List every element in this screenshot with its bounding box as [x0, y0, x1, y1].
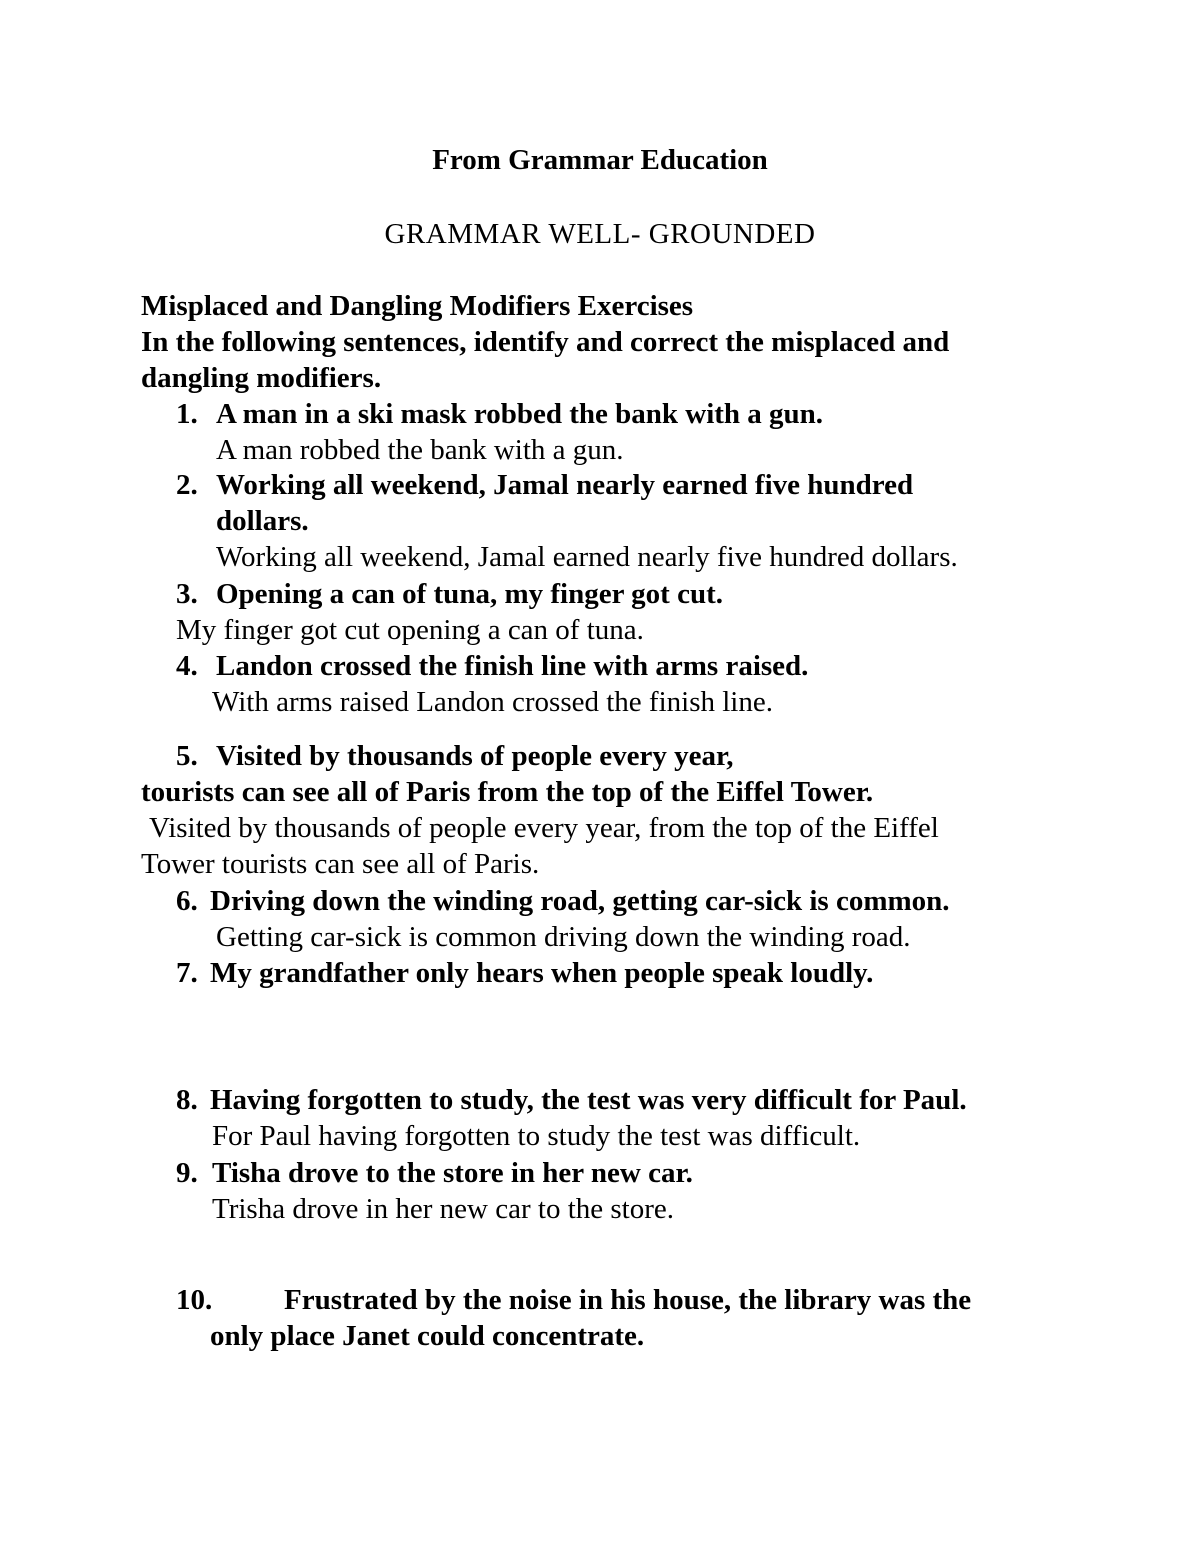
item-5-question-line-2: tourists can see all of Paris from the top of the Eiffel Tower.: [141, 776, 874, 808]
item-5-answer-line-2: Tower tourists can see all of Paris.: [141, 848, 540, 880]
item-4-answer: With arms raised Landon crossed the finish line.: [212, 686, 773, 718]
item-5-answer-line-1: Visited by thousands of people every year, from the top of the Eiffel: [149, 812, 939, 844]
item-6-answer: Getting car-sick is common driving down the winding road.: [216, 921, 911, 953]
item-9-answer: Trisha drove in her new car to the store.: [212, 1193, 675, 1225]
item-7-number: 7.: [176, 957, 198, 989]
item-10-question-line-2: only place Janet could concentrate.: [210, 1320, 645, 1352]
item-2-question-line-1: Working all weekend, Jamal nearly earned five hundred: [216, 469, 914, 501]
item-6-question: Driving down the winding road, getting car-sick is common.: [210, 885, 950, 917]
instructions-line-2: dangling modifiers.: [141, 362, 382, 394]
item-2-number: 2.: [176, 469, 198, 501]
item-3-answer: My finger got cut opening a can of tuna.: [176, 614, 644, 646]
instructions-line-1: In the following sentences, identify and correct the misplaced and: [141, 326, 950, 358]
item-9-question: Tisha drove to the store in her new car.: [212, 1157, 693, 1189]
item-2-question-line-2: dollars.: [216, 505, 309, 537]
item-5-number: 5.: [176, 740, 198, 772]
item-10-question-line-1: Frustrated by the noise in his house, the library was the: [284, 1284, 972, 1316]
item-2-answer: Working all weekend, Jamal earned nearly five hundred dollars.: [216, 541, 958, 573]
item-5-question-line-1: Visited by thousands of people every year,: [216, 740, 734, 772]
item-4-question: Landon crossed the finish line with arms raised.: [216, 650, 809, 682]
item-1-question: A man in a ski mask robbed the bank with a gun.: [216, 398, 824, 430]
item-8-number: 8.: [176, 1084, 198, 1116]
item-1-number: 1.: [176, 398, 198, 430]
item-3-question: Opening a can of tuna, my finger got cut.: [216, 578, 723, 610]
item-6-number: 6.: [176, 885, 198, 917]
item-1-answer: A man robbed the bank with a gun.: [216, 434, 624, 466]
source-line: From Grammar Education: [432, 144, 768, 176]
item-3-number: 3.: [176, 578, 198, 610]
page-title: GRAMMAR WELL- GROUNDED: [384, 218, 816, 250]
item-10-number: 10.: [176, 1284, 213, 1316]
item-7-question: My grandfather only hears when people speak loudly.: [210, 957, 874, 989]
exercise-heading: Misplaced and Dangling Modifiers Exercises: [141, 290, 694, 322]
item-8-answer: For Paul having forgotten to study the test was difficult.: [212, 1120, 861, 1152]
item-4-number: 4.: [176, 650, 198, 682]
item-9-number: 9.: [176, 1157, 198, 1189]
item-8-question: Having forgotten to study, the test was very difficult for Paul.: [210, 1084, 967, 1116]
